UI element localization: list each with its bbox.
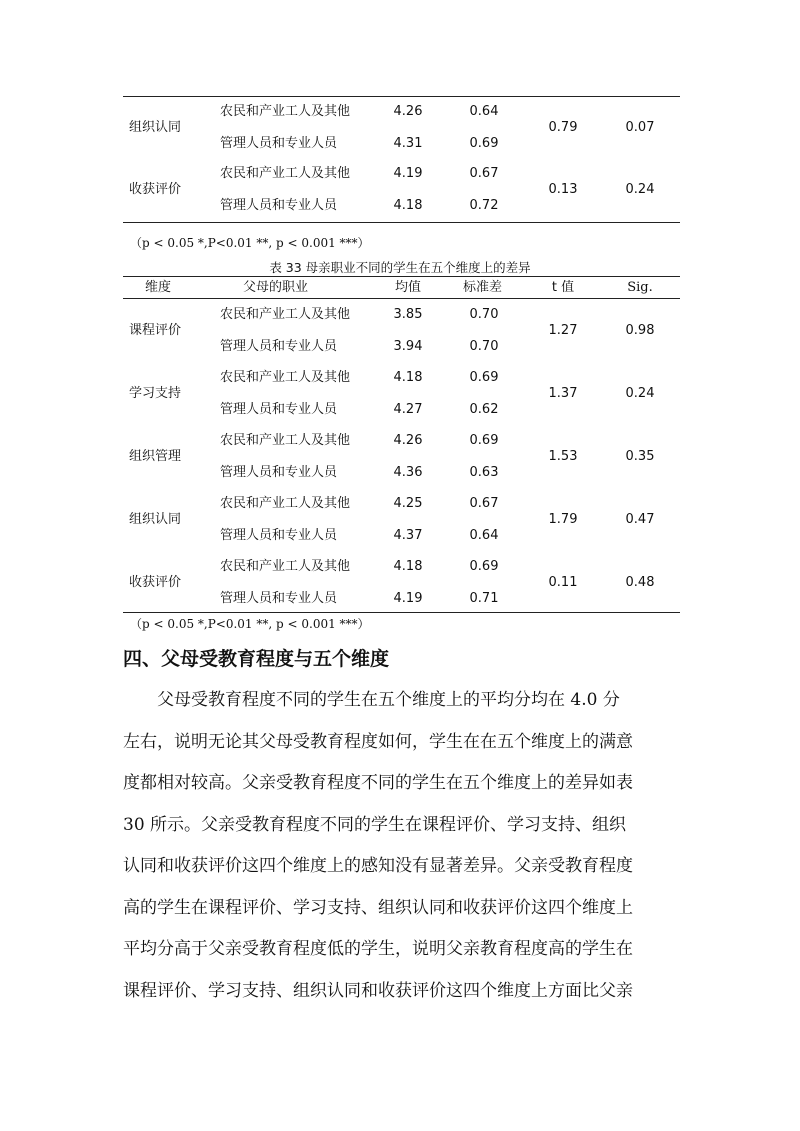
dimension-cell: 收获评价 (129, 575, 182, 590)
table-top-rule (123, 276, 680, 277)
paragraph-line: 30 所示。父亲受教育程度不同的学生在课程评价、学习支持、组织 (123, 814, 627, 835)
sig-cell: 0.07 (625, 120, 655, 135)
table-continuation (123, 96, 680, 226)
header-sig: Sig. (627, 280, 653, 295)
sd-cell: 0.69 (469, 559, 499, 574)
table-top-rule (123, 96, 680, 97)
t-value-cell: 0.79 (548, 120, 578, 135)
significance-note: （p < 0.05 *,P<0.01 **, p < 0.001 ***） (130, 617, 370, 631)
t-value-cell: 1.79 (548, 512, 578, 527)
sig-cell: 0.24 (625, 182, 655, 197)
sd-cell: 0.63 (469, 465, 499, 480)
sd-cell: 0.71 (469, 591, 499, 606)
occupation-cell: 农民和产业工人及其他 (220, 307, 351, 322)
t-value-cell: 1.27 (548, 323, 578, 338)
body-paragraph (123, 680, 683, 1012)
mean-cell: 4.18 (393, 559, 423, 574)
mean-cell: 4.19 (393, 591, 423, 606)
paragraph-line: 认同和收获评价这四个维度上的感知没有显著差异。父亲受教育程度 (123, 856, 633, 876)
table-bottom-rule (123, 612, 680, 613)
significance-note: （p < 0.05 *,P<0.01 **, p < 0.001 ***） (130, 236, 370, 250)
sd-cell: 0.69 (469, 433, 499, 448)
paragraph-line: 父母受教育程度不同的学生在五个维度上的平均分均在 4.0 分 (157, 690, 620, 710)
dimension-cell: 组织管理 (129, 449, 182, 464)
sd-cell: 0.67 (469, 166, 499, 181)
sig-cell: 0.48 (625, 575, 655, 590)
sd-cell: 0.69 (469, 370, 499, 385)
table-33 (123, 276, 680, 616)
occupation-cell: 农民和产业工人及其他 (220, 559, 351, 574)
section-heading: 四、父母受教育程度与五个维度 (123, 648, 390, 670)
sd-cell: 0.64 (469, 528, 499, 543)
mean-cell: 4.26 (393, 104, 423, 119)
mean-cell: 4.18 (393, 370, 423, 385)
t-value-cell: 1.53 (548, 449, 578, 464)
sig-cell: 0.47 (625, 512, 655, 527)
sig-cell: 0.98 (625, 323, 655, 338)
dimension-cell: 学习支持 (129, 386, 182, 401)
header-sd: 标准差 (463, 280, 503, 295)
sig-cell: 0.24 (625, 386, 655, 401)
mean-cell: 4.37 (393, 528, 423, 543)
paragraph-line: 高的学生在课程评价、学习支持、组织认同和收获评价这四个维度上 (123, 897, 633, 918)
occupation-cell: 农民和产业工人及其他 (220, 370, 351, 385)
sd-cell: 0.64 (469, 104, 499, 119)
occupation-cell: 农民和产业工人及其他 (220, 166, 351, 181)
t-value-cell: 0.13 (548, 182, 578, 197)
sd-cell: 0.67 (469, 496, 499, 511)
paragraph-line: 度都相对较高。父亲受教育程度不同的学生在五个维度上的差异如表 (123, 773, 633, 793)
header-occupation: 父母的职业 (243, 280, 309, 295)
occupation-cell: 管理人员和专业人员 (220, 465, 338, 480)
mean-cell: 4.19 (393, 166, 423, 181)
table-bottom-rule (123, 222, 680, 223)
dimension-cell: 课程评价 (129, 323, 182, 338)
occupation-cell: 管理人员和专业人员 (220, 402, 338, 417)
occupation-cell: 管理人员和专业人员 (220, 198, 338, 213)
mean-cell: 4.36 (393, 465, 423, 480)
sd-cell: 0.70 (469, 307, 499, 322)
sd-cell: 0.62 (469, 402, 499, 417)
mean-cell: 4.26 (393, 433, 423, 448)
mean-cell: 3.94 (393, 339, 423, 354)
sig-cell: 0.35 (625, 449, 655, 464)
mean-cell: 3.85 (393, 307, 423, 322)
occupation-cell: 农民和产业工人及其他 (220, 433, 351, 448)
header-t: t 值 (551, 280, 575, 295)
header-mean: 均值 (394, 280, 421, 295)
header-dimension: 维度 (145, 280, 172, 295)
header-rule (123, 298, 680, 299)
mean-cell: 4.31 (393, 136, 423, 151)
paragraph-line: 平均分高于父亲受教育程度低的学生，说明父亲教育程度高的学生在 (123, 939, 633, 959)
sd-cell: 0.72 (469, 198, 499, 213)
sd-cell: 0.70 (469, 339, 499, 354)
mean-cell: 4.25 (393, 496, 423, 511)
paragraph-line: 左右，说明无论其父母受教育程度如何，学生在在五个维度上的满意 (123, 731, 633, 752)
occupation-cell: 管理人员和专业人员 (220, 591, 338, 606)
occupation-cell: 农民和产业工人及其他 (220, 104, 351, 119)
dimension-cell: 组织认同 (129, 120, 182, 135)
sd-cell: 0.69 (469, 136, 499, 151)
paragraph-line: 课程评价、学习支持、组织认同和收获评价这四个维度上方面比父亲 (123, 980, 633, 1001)
table-caption: 表 33 母亲职业不同的学生在五个维度上的差异 (269, 260, 531, 275)
dimension-cell: 组织认同 (129, 512, 182, 527)
mean-cell: 4.27 (393, 402, 423, 417)
occupation-cell: 管理人员和专业人员 (220, 136, 338, 151)
dimension-cell: 收获评价 (129, 182, 182, 197)
occupation-cell: 管理人员和专业人员 (220, 339, 338, 354)
t-value-cell: 1.37 (548, 386, 578, 401)
occupation-cell: 农民和产业工人及其他 (220, 496, 351, 511)
mean-cell: 4.18 (393, 198, 423, 213)
t-value-cell: 0.11 (548, 575, 578, 590)
occupation-cell: 管理人员和专业人员 (220, 528, 338, 543)
